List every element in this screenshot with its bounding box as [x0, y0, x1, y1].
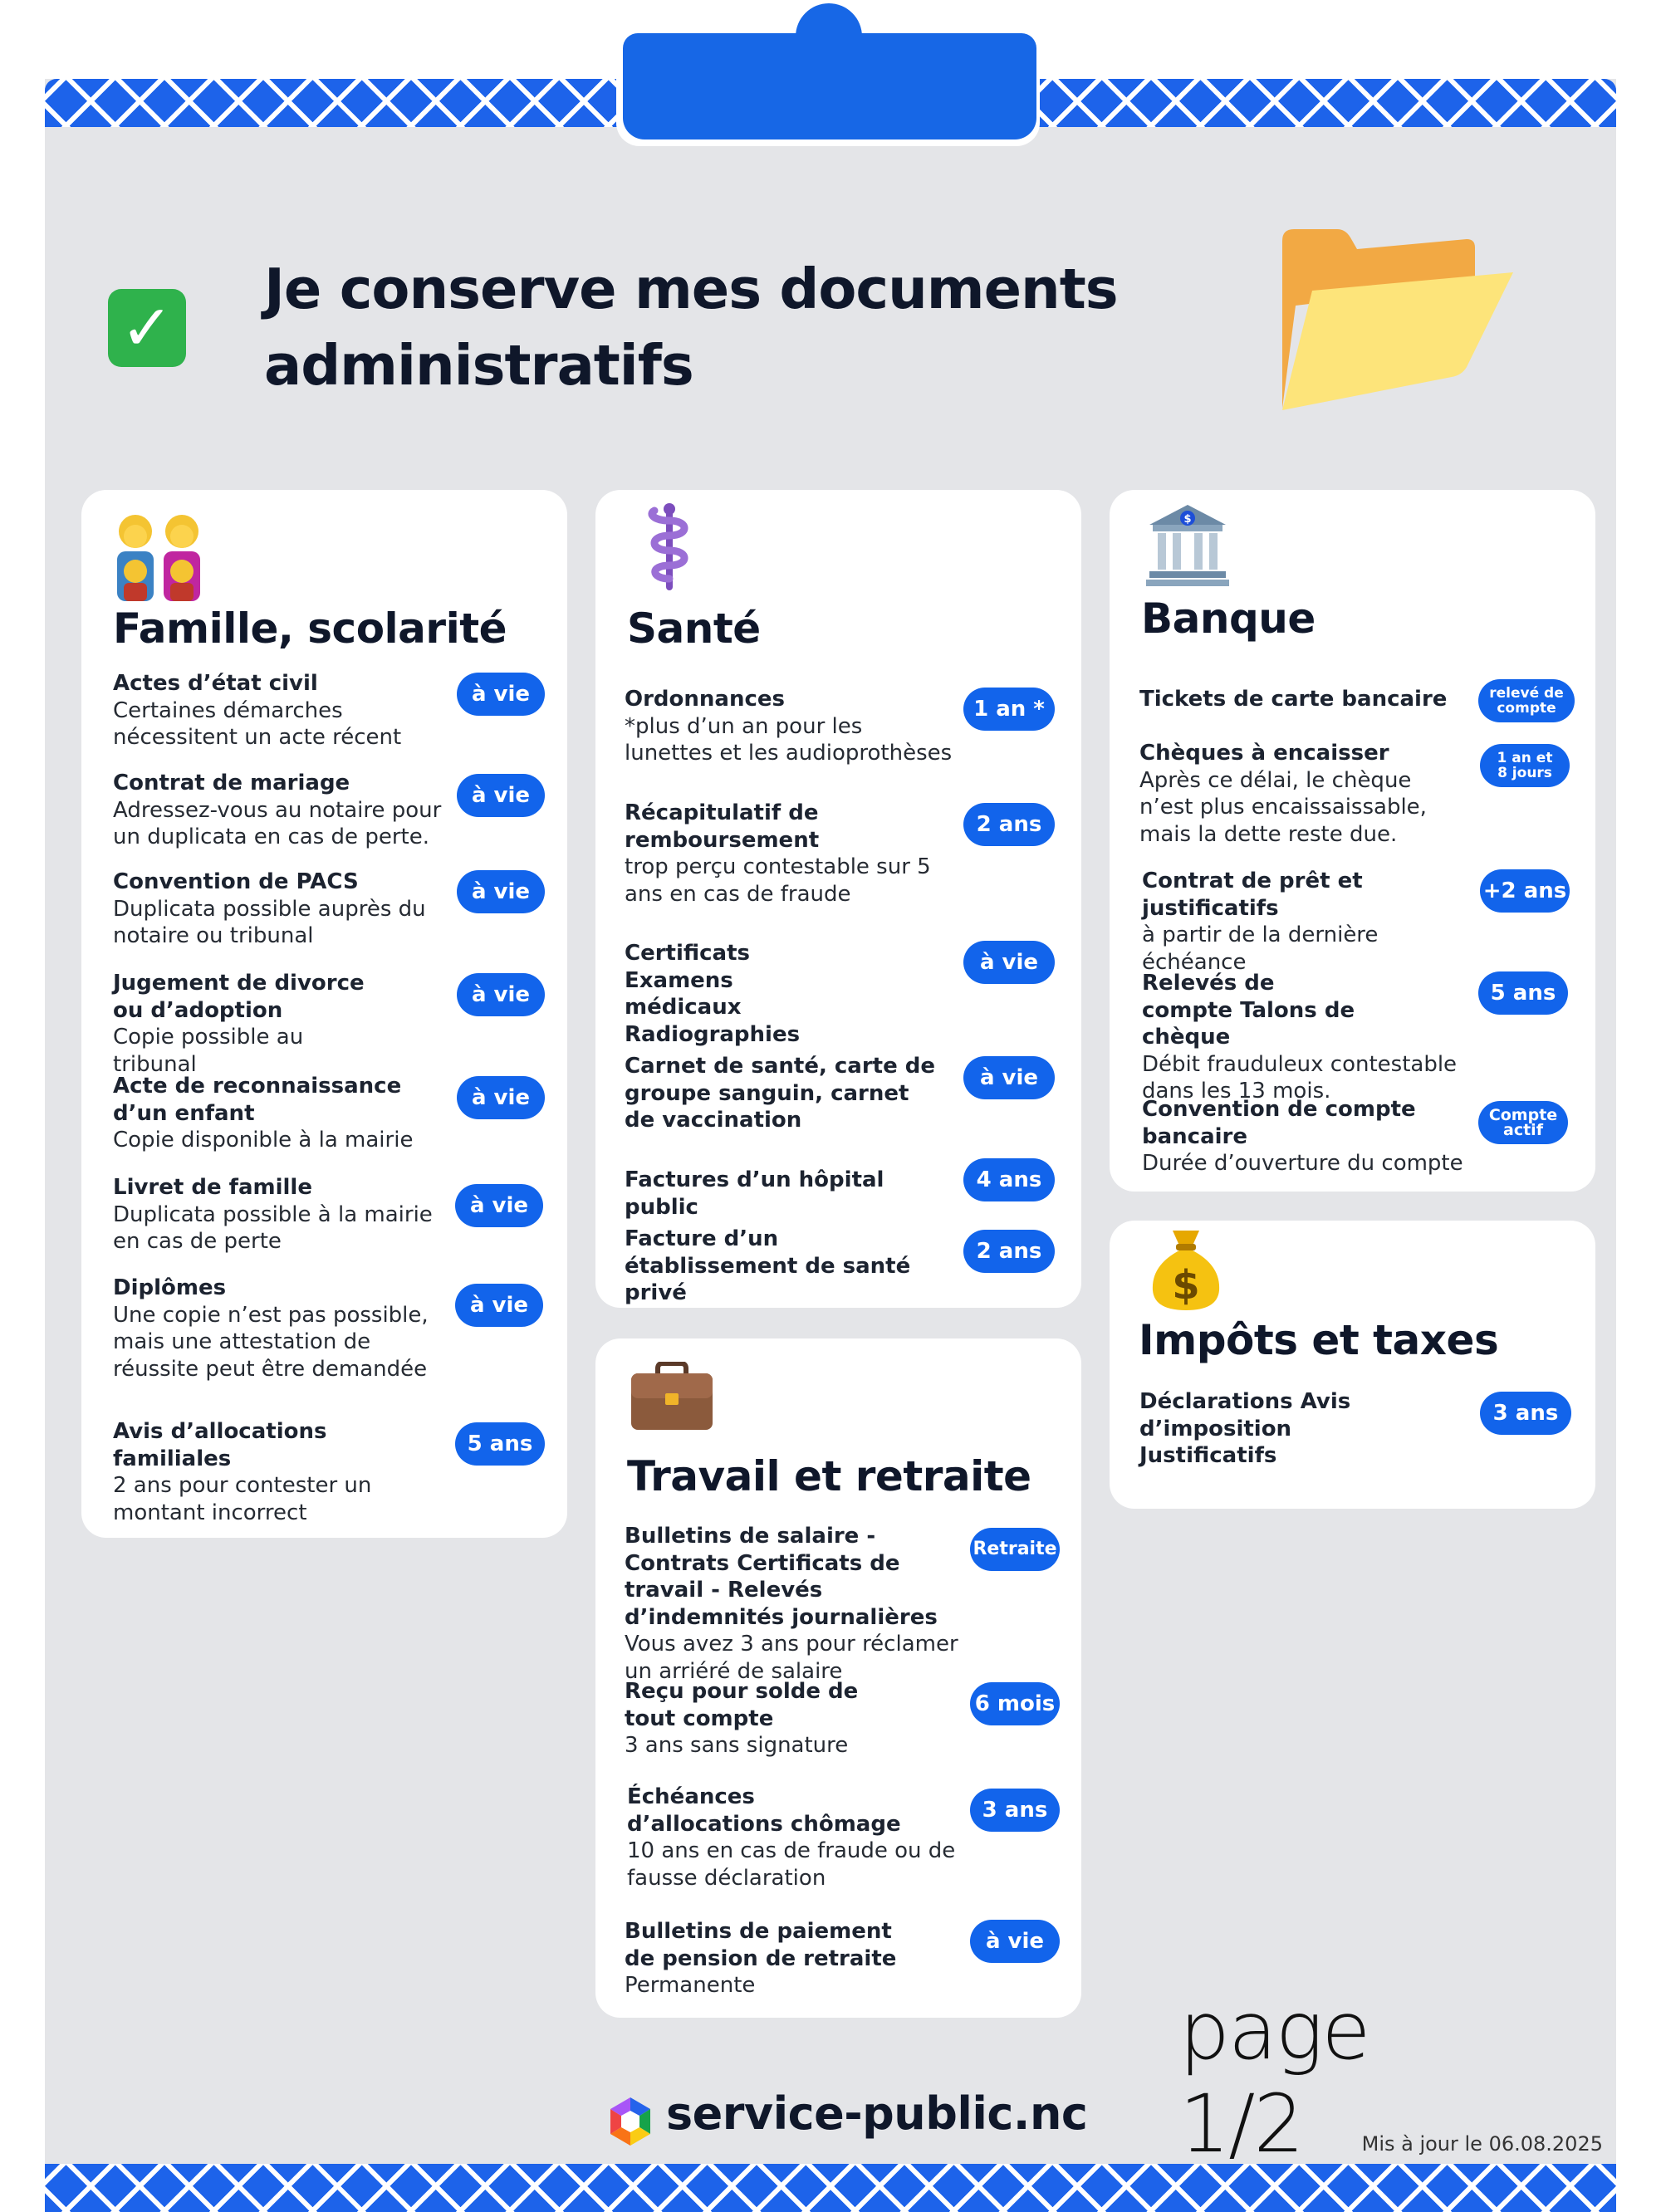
- list-item: [113, 770, 462, 851]
- item-title: Tickets de carte bancaire: [1139, 687, 1448, 712]
- item-title: Factures d’un hôpital public: [625, 1167, 884, 1220]
- item-title: Bulletins de salaire - Contrats Certificats de travail - Relevés d’indemnités journalières: [625, 1524, 938, 1630]
- bank-icon: [1146, 503, 1229, 586]
- item-description: Duplicata possible auprès du notaire ou tribunal: [113, 896, 426, 948]
- item-title: Certificats Examens médicaux Radiographies: [625, 941, 801, 1047]
- item-title: Contrat de prêt et justificatifs: [1142, 869, 1363, 921]
- list-item: [625, 1053, 940, 1134]
- item-title: Contrat de mariage: [113, 771, 350, 795]
- badge-line2: 8 jours: [1497, 765, 1552, 781]
- page-number: page 1/2: [1179, 1984, 1369, 2170]
- list-item: [113, 1073, 462, 1154]
- duration-badge: 3 ans: [970, 1789, 1060, 1832]
- list-item: [1142, 970, 1474, 1105]
- duration-badge: à vie: [457, 973, 545, 1016]
- badge-line1: Compte: [1488, 1106, 1558, 1124]
- duration-badge: 4 ans: [963, 1158, 1055, 1201]
- duration-badge: à vie: [963, 941, 1055, 984]
- list-item: [625, 1167, 957, 1221]
- medical-symbol-icon: [639, 502, 699, 594]
- item-title: Convention de compte bancaire: [1142, 1097, 1416, 1149]
- item-title: Carnet de santé, carte de groupe sanguin, carnet de vaccination: [625, 1054, 936, 1133]
- item-description: Duplicata possible à la mairie en cas de perte: [113, 1201, 433, 1254]
- card-title-impots: Impôts et taxes: [1139, 1316, 1499, 1364]
- item-description: 10 ans en cas de fraude ou de fausse déclaration: [627, 1838, 956, 1891]
- duration-badge: 2 ans: [963, 803, 1055, 846]
- open-folder-icon: [1279, 226, 1516, 417]
- duration-badge: à vie: [455, 1184, 543, 1227]
- list-item: [1142, 1096, 1474, 1177]
- list-item: [113, 1275, 445, 1382]
- item-title: Facture d’un établissement de santé privé: [625, 1226, 911, 1305]
- list-item: [113, 1174, 445, 1255]
- family-icon: [112, 513, 205, 603]
- duration-badge: à vie: [970, 1920, 1060, 1963]
- duration-badge: 2 ans: [963, 1230, 1055, 1273]
- item-description: Durée d’ouverture du compte: [1142, 1151, 1463, 1176]
- list-item: [625, 686, 957, 767]
- check-mark-icon: ✓: [108, 289, 186, 367]
- list-item: [1142, 868, 1474, 976]
- page-title-line2: administratifs: [264, 333, 693, 398]
- duration-badge: 1 an *: [963, 688, 1055, 731]
- page-title: [264, 251, 1211, 404]
- duration-badge: 3 ans: [1480, 1392, 1571, 1435]
- item-description: Copie possible au tribunal: [113, 1025, 304, 1077]
- item-description: Certaines démarches nécessitent un acte récent: [113, 697, 402, 750]
- item-title: Jugement de divorce ou d’adoption: [113, 971, 365, 1023]
- list-item: [625, 1523, 965, 1685]
- item-description: Une copie n’est pas possible, mais une attestation de réussite peut être demandée: [113, 1302, 429, 1382]
- card-title-famille: Famille, scolarité: [113, 604, 507, 653]
- item-title: Actes d’état civil: [113, 671, 318, 696]
- list-item: [113, 970, 387, 1078]
- duration-badge: 5 ans: [455, 1422, 545, 1466]
- clipboard-clip-inner: [623, 33, 1036, 139]
- badge-line1: 1 an et: [1497, 750, 1553, 766]
- duration-badge: à vie: [457, 1076, 545, 1119]
- item-description: Adressez-vous au notaire pour un duplicata en cas de perte.: [113, 797, 442, 849]
- item-title: Ordonnances: [625, 687, 785, 712]
- item-title: Acte de reconnaissance d’un enfant: [113, 1074, 402, 1126]
- duration-badge: à vie: [963, 1056, 1055, 1099]
- briefcase-icon: [630, 1362, 714, 1431]
- duration-badge: à vie: [457, 870, 545, 913]
- list-item: [625, 1918, 924, 1999]
- list-item: [113, 869, 462, 950]
- list-item: [625, 940, 849, 1048]
- item-title: Bulletins de paiement de pension de retraite: [625, 1919, 897, 1971]
- item-description: Permanente: [625, 1973, 756, 1998]
- duration-badge: à vie: [457, 673, 545, 716]
- card-title-banque: Banque: [1141, 595, 1316, 643]
- duration-badge: [1480, 744, 1570, 787]
- bottom-stripe-border: [45, 2164, 1616, 2212]
- item-description: Après ce délai, le chèque n’est plus encaissaissable, mais la dette reste due.: [1139, 767, 1427, 847]
- badge-line2: compte: [1497, 700, 1556, 717]
- duration-badge: 6 mois: [970, 1682, 1060, 1725]
- list-item: [627, 1784, 959, 1891]
- money-bag-icon: [1146, 1227, 1226, 1312]
- list-item: [113, 1418, 445, 1526]
- duration-badge: Retraite: [970, 1528, 1060, 1571]
- card-title-travail: Travail et retraite: [627, 1452, 1031, 1500]
- item-description: à partir de la dernière échéance: [1142, 922, 1379, 975]
- item-title: Relevés de compte Talons de chèque: [1142, 971, 1355, 1050]
- duration-badge: +2 ans: [1480, 869, 1570, 913]
- duration-badge: à vie: [455, 1284, 543, 1327]
- item-title: Convention de PACS: [113, 869, 359, 894]
- badge-line2: actif: [1503, 1121, 1543, 1139]
- card-title-sante: Santé: [627, 604, 761, 653]
- badge-line1: relevé de: [1489, 685, 1564, 702]
- list-item: [1139, 686, 1472, 713]
- item-description: trop perçu contestable sur 5 ans en cas de fraude: [625, 854, 931, 907]
- item-title: Livret de famille: [113, 1175, 312, 1200]
- list-item: [625, 800, 957, 908]
- duration-badge: à vie: [457, 774, 545, 817]
- item-description: *plus d’un an pour les lunettes et les audioprothèses: [625, 713, 953, 766]
- list-item: [1139, 740, 1472, 848]
- duration-badge: [1478, 679, 1575, 722]
- item-description: Vous avez 3 ans pour réclamer un arriéré de salaire: [625, 1632, 958, 1684]
- list-item: [625, 1226, 957, 1307]
- duration-badge: [1478, 1101, 1568, 1144]
- update-date: Mis à jour le 06.08.2025: [1361, 2132, 1603, 2156]
- duration-badge: 5 ans: [1478, 971, 1568, 1015]
- item-description: Débit frauduleux contestable dans les 13 mois.: [1142, 1051, 1458, 1104]
- item-description: 3 ans sans signature: [625, 1733, 849, 1758]
- item-title: Avis d’allocations familiales: [113, 1419, 327, 1471]
- site-name: service-public.nc: [666, 2087, 1088, 2140]
- item-title: Reçu pour solde de tout compte: [625, 1679, 859, 1731]
- svg-text:$: $: [1172, 1262, 1200, 1309]
- svg-text:$: $: [1183, 513, 1192, 526]
- item-title: Déclarations Avis d’imposition Justificatifs: [1139, 1389, 1351, 1468]
- item-title: Récapitulatif de remboursement: [625, 800, 820, 853]
- list-item: [625, 1678, 899, 1759]
- list-item: [1139, 1388, 1389, 1470]
- item-description: 2 ans pour contester un montant incorrect: [113, 1473, 372, 1525]
- item-title: Chèques à encaisser: [1139, 741, 1389, 766]
- item-description: Copie disponible à la mairie: [113, 1128, 414, 1152]
- item-title: Diplômes: [113, 1275, 227, 1300]
- page-title-line1: Je conserve mes documents: [264, 257, 1118, 321]
- item-title: Échéances d’allocations chômage: [627, 1784, 901, 1837]
- service-public-logo-icon: [605, 2096, 656, 2147]
- list-item: [113, 670, 462, 751]
